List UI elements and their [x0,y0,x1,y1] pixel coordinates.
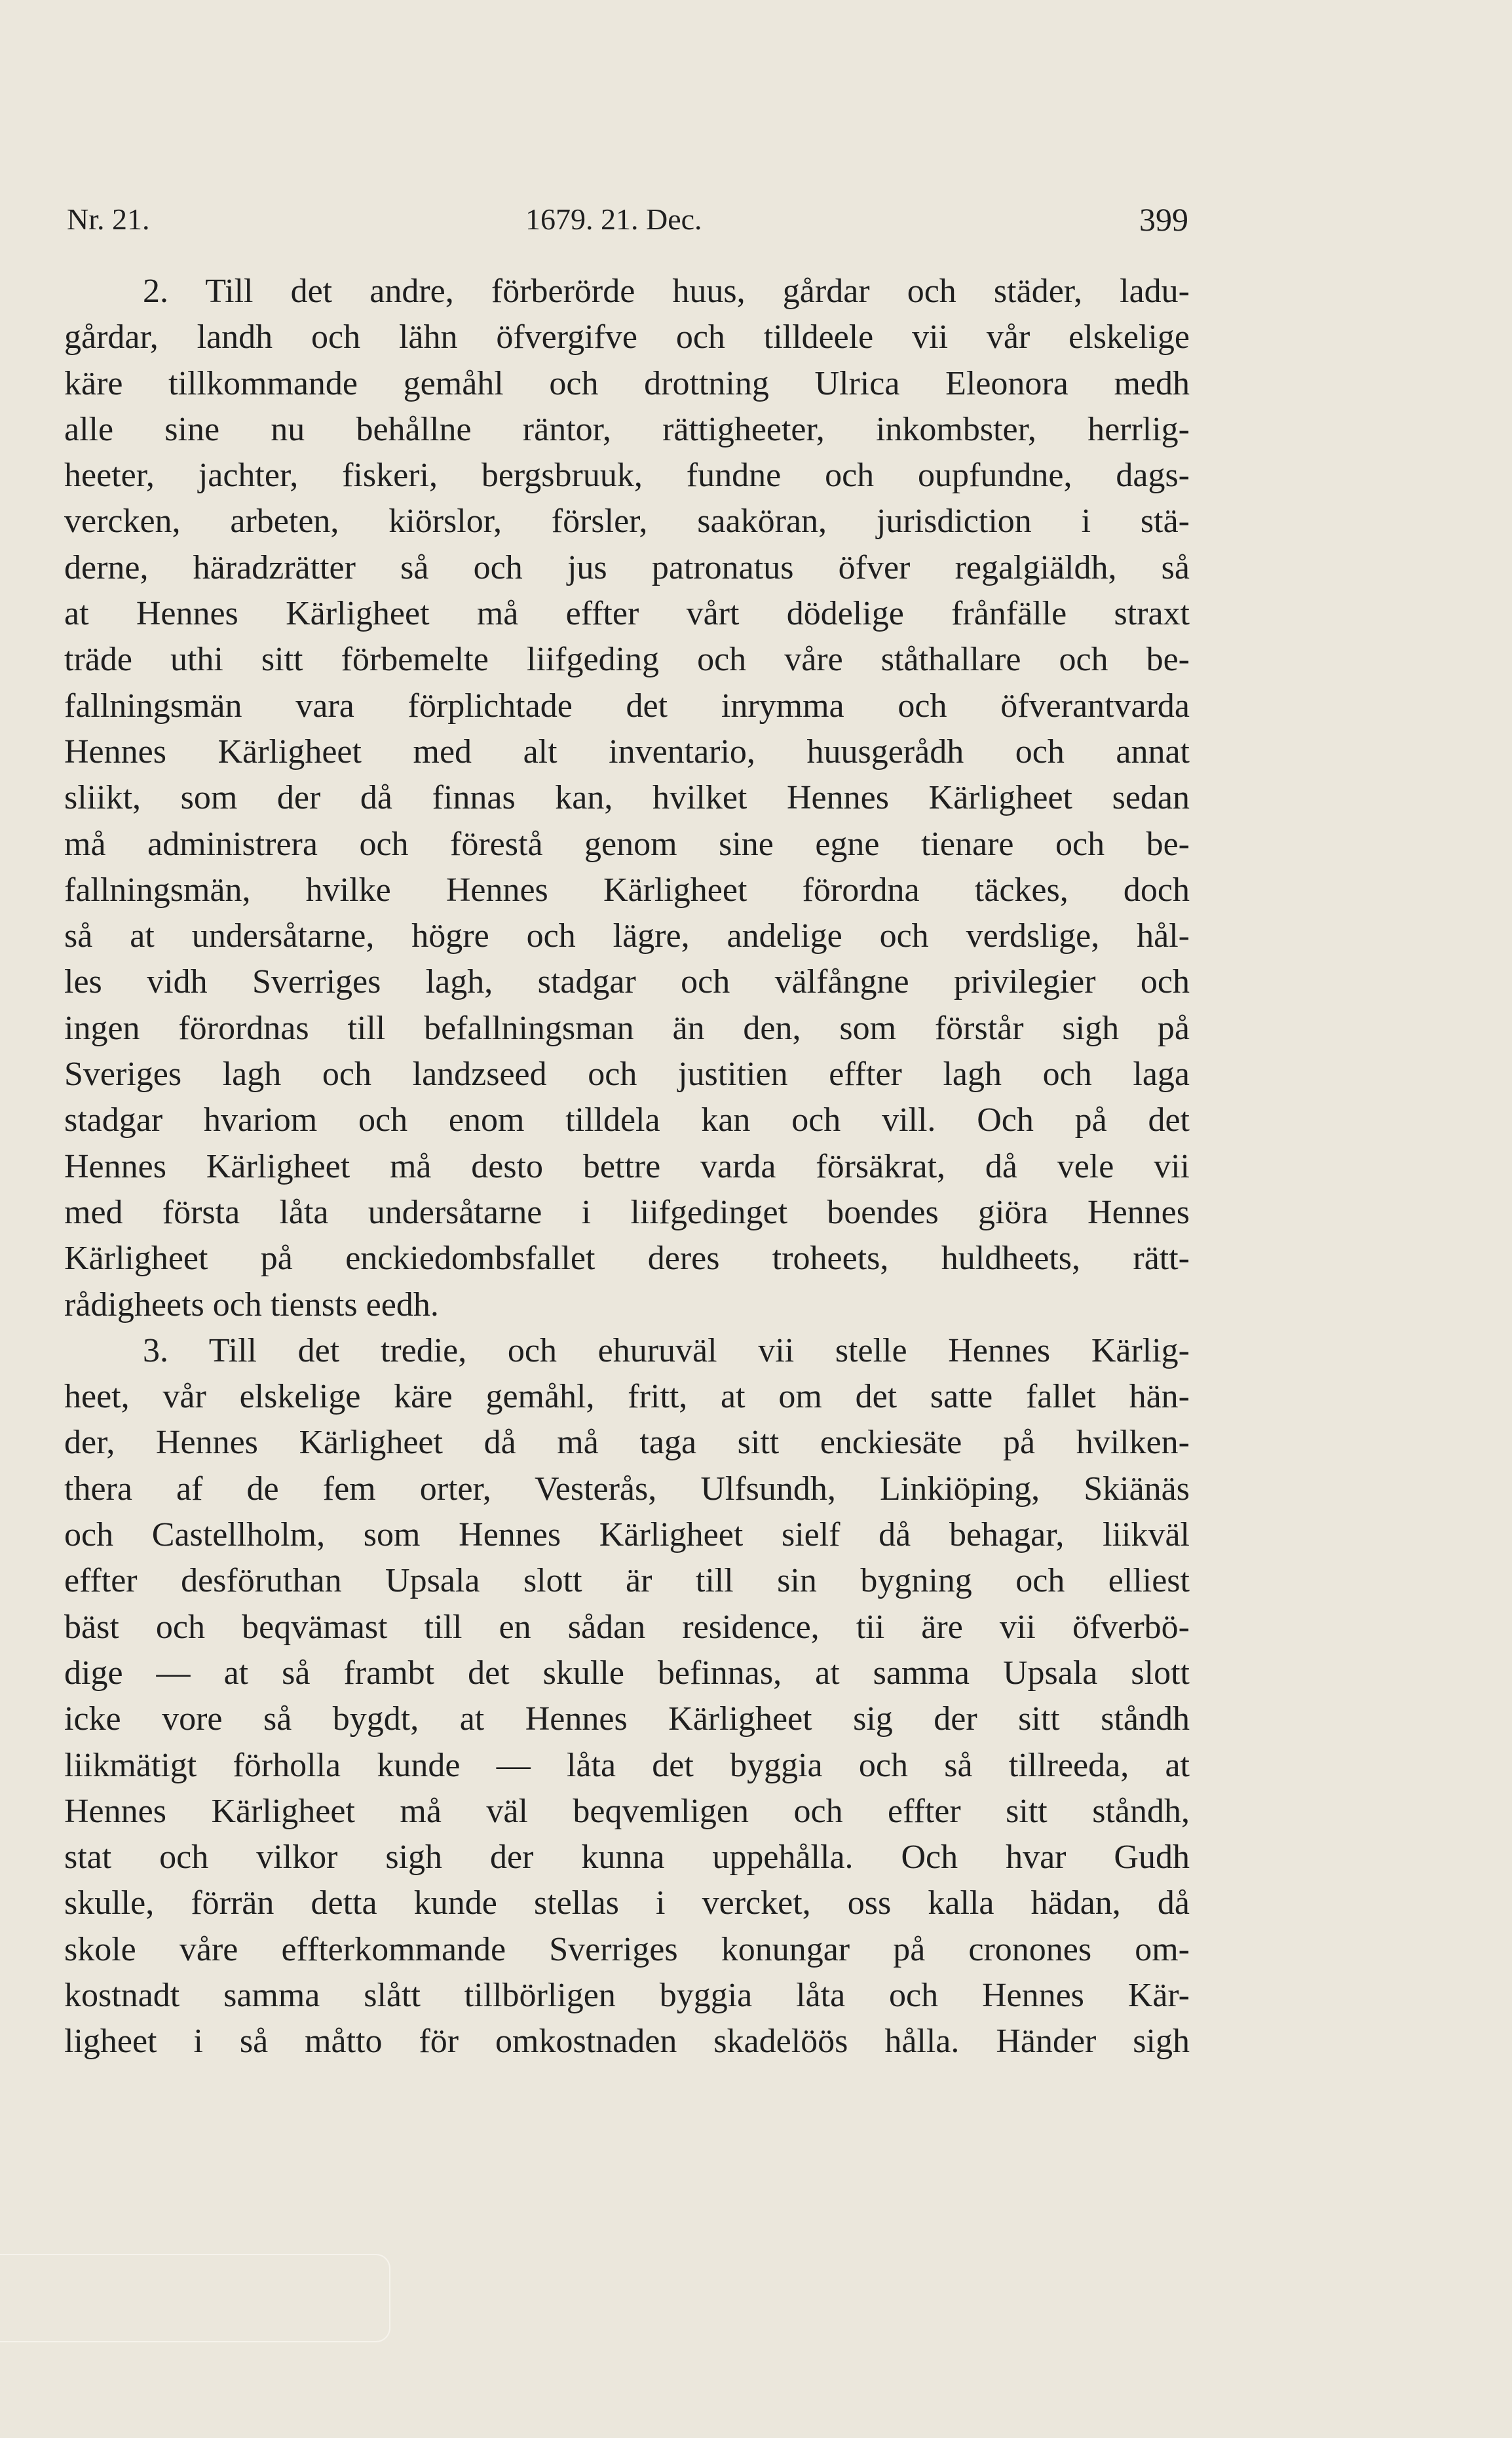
text-line: träde uthi sitt förbemelte liifgeding och våre ståthallare och be- [64,641,1190,679]
text-line: med första låta undersåtarne i liifgedinget boendes giöra Hennes [64,1193,1190,1231]
text-line: fallningsmän, hvilke Hennes Kärligheet förordna täckes, doch [64,871,1190,909]
text-line: fallningsmän vara förplichtade det inrymma och öfverantvarda [64,687,1190,725]
text-line: och Castellholm, som Hennes Kärligheet sielf då behagar, liikväl [64,1516,1190,1554]
text-line: heet, vår elskelige käre gemåhl, fritt, at om det satte fallet hän- [64,1378,1190,1416]
text-line: les vidh Sverriges lagh, stadgar och välfångne privilegier och [64,963,1190,1001]
text-line: Kärligheet på enckiedombsfallet deres troheets, huldheets, rätt- [64,1240,1190,1278]
text-line: skole våre effterkommande Sverriges konungar på cronones om- [64,1930,1190,1968]
text-line: gårdar, landh och lähn öfvergifve och tilldeele vii vår elskelige [64,318,1190,356]
text-line: Hennes Kärligheet må desto bettre varda försäkrat, då vele vii [64,1147,1190,1185]
text-line: 2. Till det andre, förberörde huus, gårdar och städer, ladu- [143,273,1190,310]
text-line: sliikt, som der då finnas kan, hvilket Hennes Kärligheet sedan [64,779,1190,817]
text-line: må administrera och förestå genom sine egne tienare och be- [64,825,1190,863]
document-number: Nr. 21. [67,202,150,236]
text-line: icke vore så bygdt, at Hennes Kärligheet sig der sitt ståndh [64,1700,1190,1738]
text-line: derne, häradzrätter så och jus patronatus öfver regalgiäldh, så [64,548,1190,586]
page-number: 399 [1139,201,1188,238]
document-date: 1679. 21. Dec. [525,202,702,236]
text-line: skulle, förrän detta kunde stellas i vercket, oss kalla hädan, då [64,1884,1190,1922]
running-head [67,200,1188,239]
text-line: vercken, arbeten, kiörslor, försler, saaköran, jurisdiction i stä- [64,503,1190,541]
text-line: bäst och beqvämast till en sådan residence, tii äre vii öfverbö- [64,1608,1190,1646]
text-line: at Hennes Kärligheet må effter vårt dödelige frånfälle straxt [64,595,1190,633]
text-line: stadgar hvariom och enom tilldela kan och vill. Och på det [64,1101,1190,1139]
text-line: ingen förordnas till befallningsman än den, som förstår sigh på [64,1009,1190,1047]
text-line: Hennes Kärligheet må väl beqvemligen och effter sitt ståndh, [64,1792,1190,1830]
text-line: kostnadt samma slått tillbörligen byggia låta och Hennes Kär- [64,1976,1190,2014]
body-text [64,269,1190,2065]
text-line: käre tillkommande gemåhl och drottning Ulrica Eleonora medh [64,364,1190,402]
text-line: heeter, jachter, fiskeri, bergsbruuk, fundne och oupfundne, dags- [64,457,1190,495]
text-line: ligheet i så måtto för omkostnaden skadelöös hålla. Händer sigh [64,2023,1190,2061]
text-line: der, Hennes Kärligheet då må taga sitt enckiesäte på hvilken- [64,1424,1190,1462]
text-line: Hennes Kärligheet med alt inventario, huusgerådh och annat [64,733,1190,771]
text-line: alle sine nu behållne räntor, rättigheeter, inkombster, herrlig- [64,410,1190,448]
text-line: rådigheets och tiensts eedh. [64,1286,439,1324]
text-line: dige — at så frambt det skulle befinnas, at samma Upsala slott [64,1654,1190,1692]
text-line: så at undersåtarne, högre och lägre, andelige och verdslige, hål- [64,917,1190,955]
text-line: stat och vilkor sigh der kunna uppehålla. Och hvar Gudh [64,1838,1190,1876]
page-edge-mark [0,2254,390,2342]
text-line: effter desföruthan Upsala slott är till sin bygning och elliest [64,1562,1190,1600]
text-line: 3. Till det tredie, och ehuruväl vii stelle Hennes Kärlig- [143,1331,1190,1369]
text-line: liikmätigt förholla kunde — låta det byggia och så tillreeda, at [64,1746,1190,1784]
text-line: Sveriges lagh och landzseed och justitien effter lagh och laga [64,1056,1190,1094]
text-line: thera af de fem orter, Vesterås, Ulfsundh, Linkiöping, Skiänäs [64,1470,1190,1508]
